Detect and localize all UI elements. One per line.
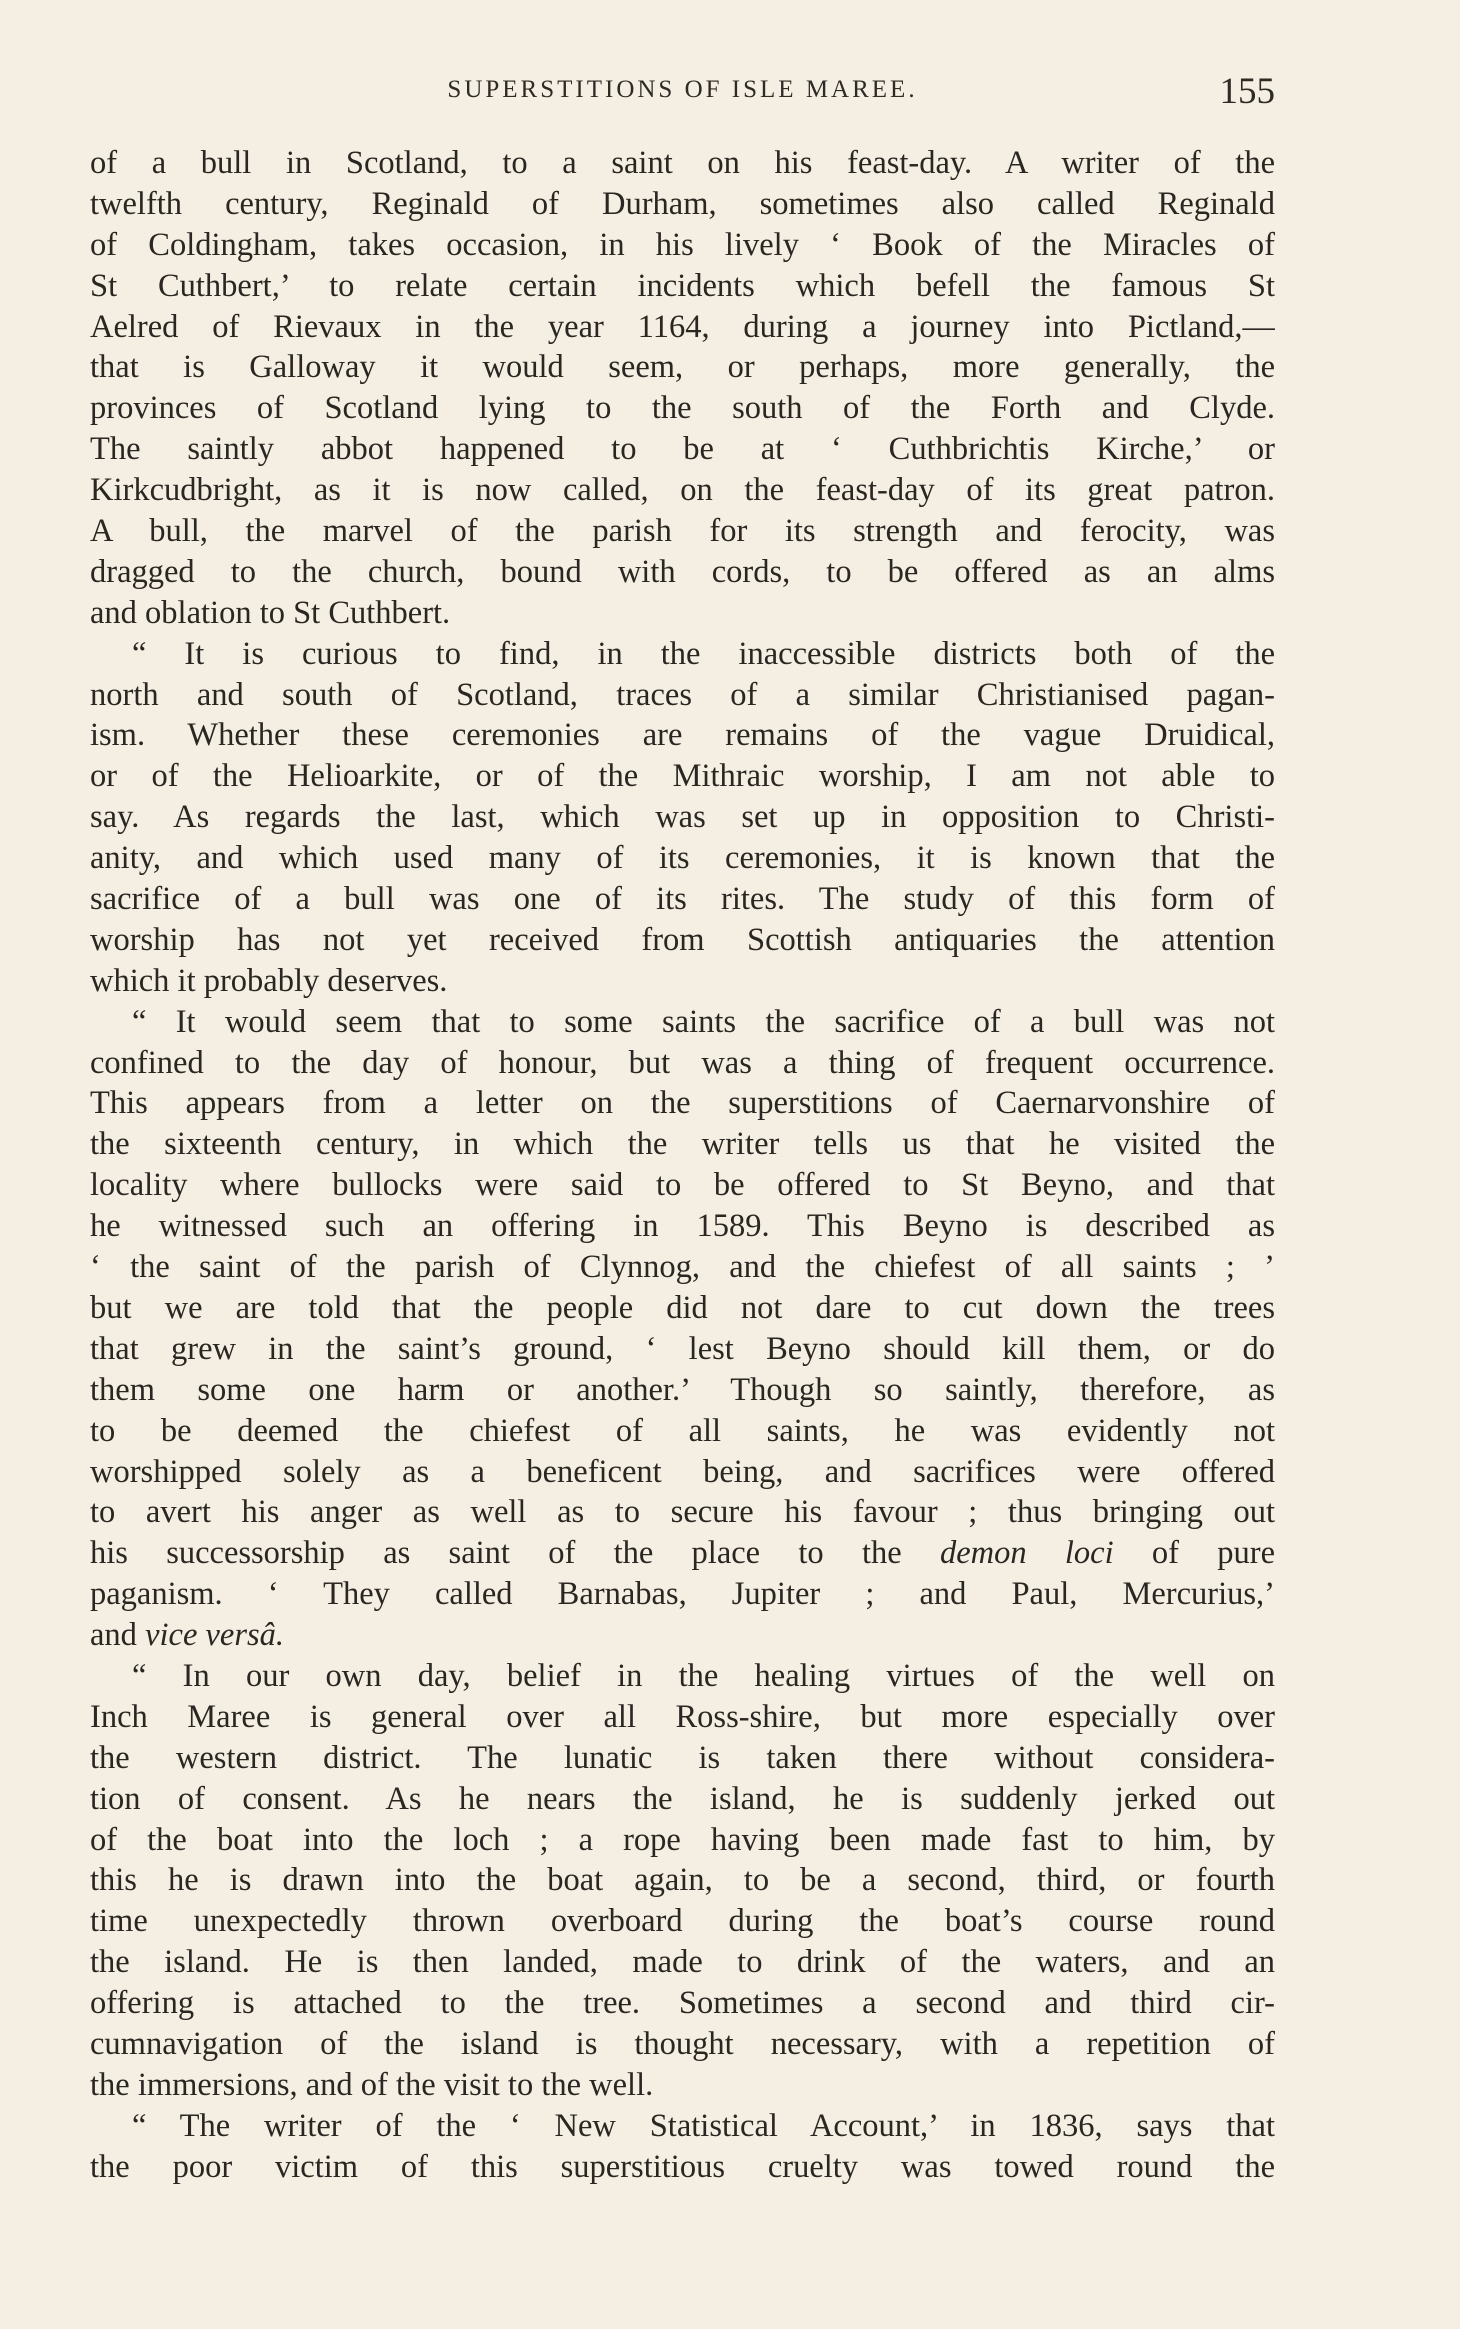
text-line: to avert his anger as well as to secure his favour ; thus bringing out xyxy=(90,1494,1275,1531)
text-line: or of the Helioarkite, or of the Mithraic worship, I am not able to xyxy=(90,758,1275,795)
text-line: anity, and which used many of its ceremonies, it is known that the xyxy=(90,840,1275,877)
text-line: but we are told that the people did not dare to cut down the trees xyxy=(90,1289,1275,1326)
text-line: time unexpectedly thrown overboard during the boat’s course round xyxy=(90,1903,1275,1940)
text-line: provinces of Scotland lying to the south of the Forth and Clyde. xyxy=(90,390,1275,427)
text-line-with-italic xyxy=(90,1615,1275,1656)
running-title: SUPERSTITIONS OF ISLE MAREE. xyxy=(447,76,918,103)
text-line: the sixteenth century, in which the writer tells us that he visited the xyxy=(90,1126,1275,1163)
text-line: say. As regards the last, which was set up in opposition to Christi- xyxy=(90,799,1275,836)
text-line: ism. Whether these ceremonies are remains of the vague Druidical, xyxy=(90,717,1275,754)
line-text: of pure xyxy=(1151,1535,1275,1572)
text-line: to be deemed the chiefest of all saints, he was evidently not xyxy=(90,1412,1275,1449)
text-line: the western district. The lunatic is taken there without considera- xyxy=(90,1739,1275,1776)
text-line: of a bull in Scotland, to a saint on his feast-day. A writer of the xyxy=(90,145,1275,181)
text-line: tion of consent. As he nears the island, he is suddenly jerked out xyxy=(90,1780,1275,1817)
text-line: that is Galloway it would seem, or perhaps, more generally, the xyxy=(90,349,1275,386)
text-line: offering is attached to the tree. Sometimes a second and third cir- xyxy=(90,1985,1275,2022)
italic-phrase-demon-loci: demon loci xyxy=(939,1535,1114,1572)
text-line: them some one harm or another.’ Though so saintly, therefore, as xyxy=(90,1371,1275,1408)
text-line: this he is drawn into the boat again, to be a second, third, or fourth xyxy=(90,1862,1275,1899)
body-text xyxy=(90,143,1275,2188)
text-line: dragged to the church, bound with cords, to be offered as an alms xyxy=(90,553,1275,590)
paragraph-start-line: “ The writer of the ‘ New Statistical Account,’ in 1836, says that xyxy=(132,2107,1275,2144)
running-head xyxy=(90,70,1275,120)
text-line: the island. He is then landed, made to drink of the waters, and an xyxy=(90,1944,1275,1981)
text-line-with-italic xyxy=(90,1533,1275,1574)
text-line: St Cuthbert,’ to relate certain incidents which befell the famous St xyxy=(90,267,1275,304)
text-line: ‘ the saint of the parish of Clynnog, and the chiefest of all saints ; ’ xyxy=(90,1249,1275,1286)
text-line: twelfth century, Reginald of Durham, sometimes also called Reginald xyxy=(90,185,1275,222)
text-line: of Coldingham, takes occasion, in his lively ‘ Book of the Miracles of xyxy=(90,226,1275,263)
text-line: worship has not yet received from Scottish antiquaries the attention xyxy=(90,921,1275,958)
text-line: cumnavigation of the island is thought necessary, with a repetition of xyxy=(90,2025,1275,2062)
text-line: worshipped solely as a beneficent being, and sacrifices were offered xyxy=(90,1453,1275,1490)
text-line: paganism. ‘ They called Barnabas, Jupiter ; and Paul, Mercurius,’ xyxy=(90,1576,1275,1613)
paragraph-start-line: “ It would seem that to some saints the sacrifice of a bull was not xyxy=(132,1003,1275,1040)
line-text: and xyxy=(90,1617,137,1654)
paragraph-start-line: “ In our own day, belief in the healing virtues of the well on xyxy=(132,1657,1275,1694)
italic-phrase-vice-versa: vice versâ. xyxy=(145,1617,285,1654)
text-line: sacrifice of a bull was one of its rites. The study of this form of xyxy=(90,881,1275,918)
text-line: Aelred of Rievaux in the year 1164, during a journey into Pictland,— xyxy=(90,308,1275,345)
text-line: The saintly abbot happened to be at ‘ Cuthbrichtis Kirche,’ or xyxy=(90,431,1275,468)
line-text: his successorship as saint of the place to the xyxy=(90,1535,902,1572)
page-number: 155 xyxy=(1219,71,1275,112)
text-line: the immersions, and of the visit to the well. xyxy=(90,2066,654,2103)
text-line: the poor victim of this superstitious cruelty was towed round the xyxy=(90,2148,1275,2185)
text-line: north and south of Scotland, traces of a similar Christianised pagan- xyxy=(90,676,1275,713)
paragraph-start-line: “ It is curious to find, in the inaccessible districts both of the xyxy=(132,635,1275,672)
text-line: that grew in the saint’s ground, ‘ lest Beyno should kill them, or do xyxy=(90,1330,1275,1367)
text-line: confined to the day of honour, but was a thing of frequent occurrence. xyxy=(90,1044,1275,1081)
text-line: he witnessed such an offering in 1589. This Beyno is described as xyxy=(90,1208,1275,1245)
text-line: Kirkcudbright, as it is now called, on the feast-day of its great patron. xyxy=(90,472,1275,509)
text-line: A bull, the marvel of the parish for its strength and ferocity, was xyxy=(90,513,1275,550)
text-line: locality where bullocks were said to be offered to St Beyno, and that xyxy=(90,1167,1275,1204)
text-line: of the boat into the loch ; a rope having been made fast to him, by xyxy=(90,1821,1275,1858)
text-line: This appears from a letter on the superstitions of Caernarvonshire of xyxy=(90,1085,1275,1122)
text-line: which it probably deserves. xyxy=(90,962,448,999)
text-line: Inch Maree is general over all Ross-shire, but more especially over xyxy=(90,1698,1275,1735)
text-line: and oblation to St Cuthbert. xyxy=(90,594,451,631)
